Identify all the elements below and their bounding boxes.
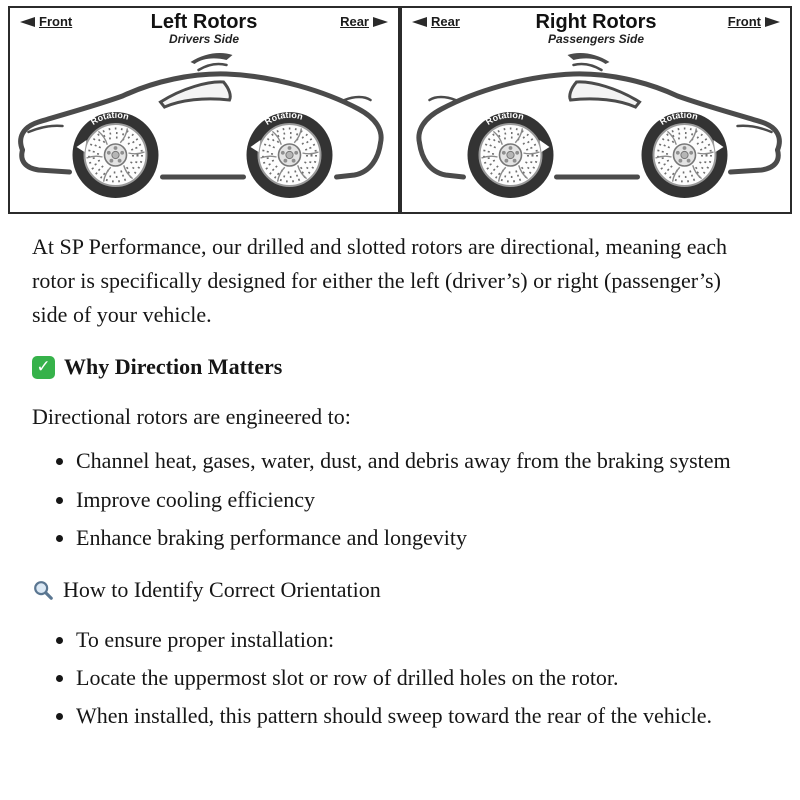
rear-rotor-graphic — [480, 124, 542, 186]
left-car-illustration — [10, 48, 398, 214]
right-rotors-panel — [400, 6, 792, 214]
section1-lead: Directional rotors are engineered to: — [32, 404, 351, 430]
rotation-label: Rotation — [88, 109, 131, 127]
rear-rotor-graphic — [259, 124, 321, 186]
article-body — [8, 214, 752, 755]
left-rotors-panel — [8, 6, 400, 214]
left-panel-header — [10, 8, 398, 48]
arrow-right-icon — [765, 17, 780, 27]
front-direction-indicator — [728, 14, 780, 29]
list-item: • When installed, this pattern should sweep toward the rear of the vehicle. — [76, 699, 732, 733]
panel-title: Right Rotors — [535, 11, 657, 33]
section-heading-why-direction-matters — [32, 350, 732, 384]
check-icon: ✓ — [32, 356, 55, 379]
arrow-left-icon — [20, 17, 35, 27]
magnifier-icon — [32, 579, 54, 601]
rotor-direction-diagram — [8, 6, 792, 214]
panel-subtitle: Passengers Side — [547, 32, 645, 46]
right-panel-header — [402, 8, 790, 48]
section2-heading-text: How to Identify Correct Orientation — [63, 576, 381, 602]
rotation-label: Rotation — [262, 109, 305, 127]
intro-paragraph: At SP Performance, our drilled and slotted rotors are directional, meaning each rotor is specifically designed for either the left (driver’s) or right (passenger’s) side of your vehicle. — [32, 234, 728, 328]
rear-direction-indicator — [412, 14, 460, 29]
arrow-left-icon — [412, 17, 427, 27]
panel-title: Left Rotors — [150, 11, 258, 33]
section1-bullet-list — [32, 444, 732, 554]
front-direction-indicator — [20, 14, 72, 29]
left-panel-titles — [20, 11, 388, 46]
list-item: • Channel heat, gases, water, dust, and debris away from the braking system — [76, 444, 732, 478]
rotation-label: Rotation — [483, 109, 526, 127]
arrow-right-icon — [373, 17, 388, 27]
right-car-illustration — [402, 48, 790, 214]
corner-label-rear: Rear — [340, 14, 369, 29]
panel-subtitle: Drivers Side — [168, 32, 240, 46]
front-rotor-graphic — [85, 124, 147, 186]
section1-heading-text: Why Direction Matters — [64, 354, 283, 380]
list-item: • Enhance braking performance and longevity — [76, 521, 732, 555]
front-rotor-graphic — [654, 124, 716, 186]
right-panel-titles — [412, 11, 780, 46]
section-heading-identify-orientation — [32, 573, 732, 607]
corner-label-front: Front — [39, 14, 73, 29]
list-item: • To ensure proper installation: — [76, 623, 732, 657]
section2-bullet-list — [32, 623, 732, 733]
rear-direction-indicator — [340, 14, 388, 29]
list-item: • Improve cooling efficiency — [76, 483, 732, 517]
list-item: • Locate the uppermost slot or row of drilled holes on the rotor. — [76, 661, 732, 695]
corner-label-rear: Rear — [431, 14, 460, 29]
corner-label-front: Front — [727, 14, 761, 29]
rotation-label: Rotation — [657, 109, 700, 127]
